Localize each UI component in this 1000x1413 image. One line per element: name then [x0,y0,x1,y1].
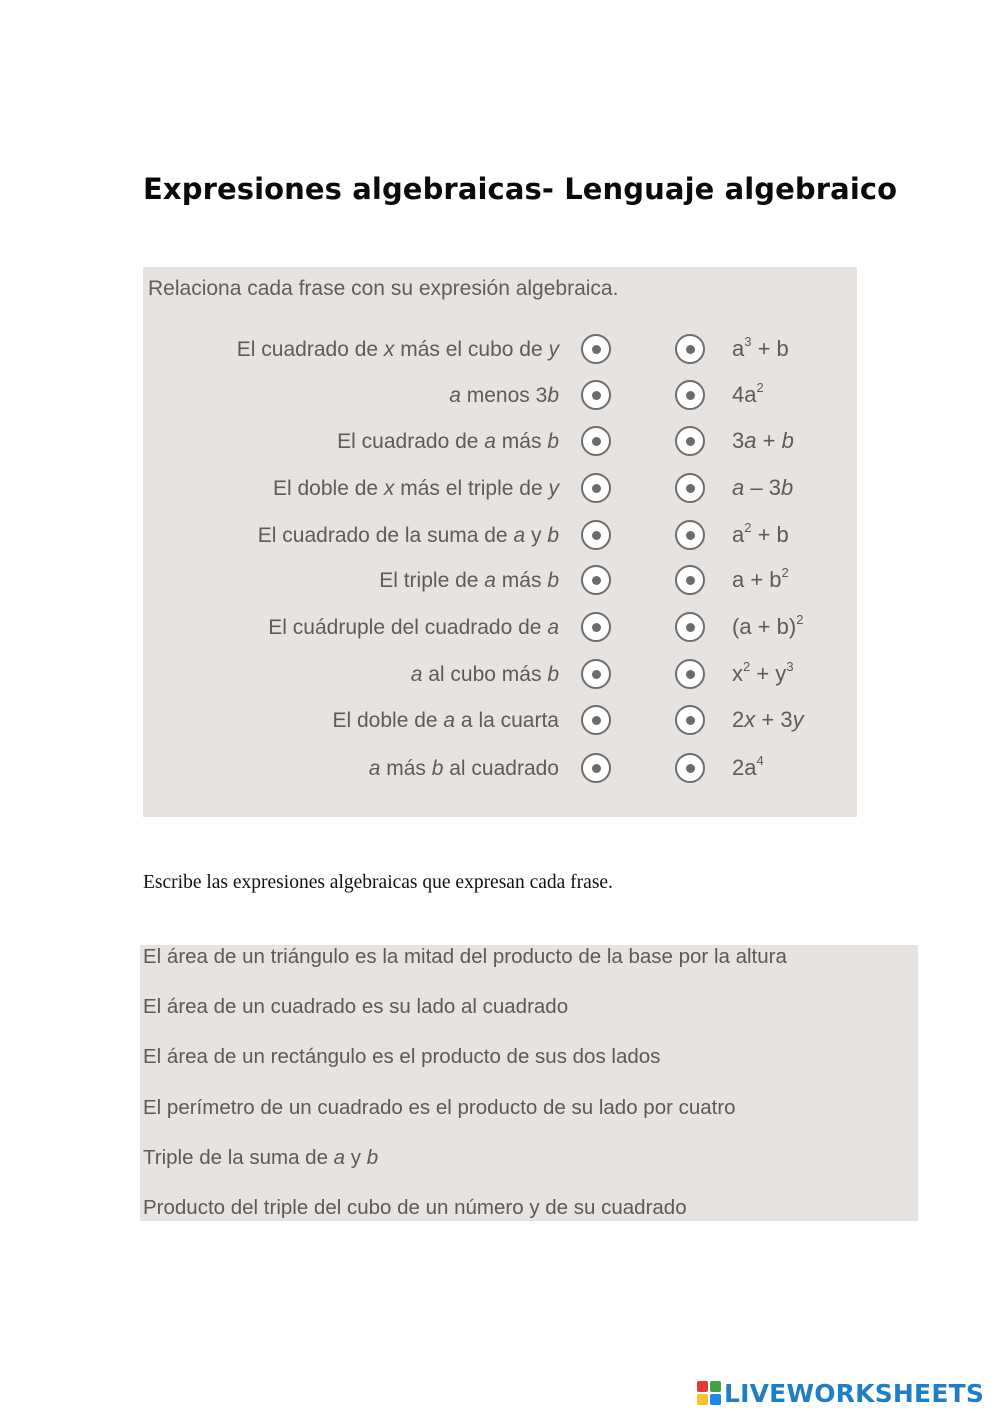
logo-square-blue [710,1394,721,1405]
radio-dot [592,391,601,400]
sentence-item: Triple de la suma de a y b [143,1146,379,1169]
expression-label: $2a^4$ [732,753,764,780]
match-row [143,703,857,743]
expression-label: $a^2 + b$ [732,520,789,547]
match-row [143,657,857,697]
expression-connector-radio[interactable] [675,612,705,642]
match-row [143,751,857,791]
phrase-label: a menos 3b [449,384,559,407]
phrase-connector-radio[interactable] [581,520,611,550]
radio-dot [686,716,695,725]
matching-exercise-panel [143,267,857,817]
page-title: Expresiones algebraicas- Lenguaje algebraico [143,172,898,206]
radio-dot [592,670,601,679]
match-row [143,610,857,650]
expression-label: $(a + b)^2$ [732,612,804,639]
expression-label: $x^2 + y^3$ [732,659,794,686]
expression-connector-radio[interactable] [675,380,705,410]
logo-square-yellow [697,1394,708,1405]
phrase-label: El cuadrado de la suma de a y b [257,524,559,547]
expression-connector-radio[interactable] [675,705,705,735]
phrase-label: a más b al cuadrado [368,757,559,780]
radio-dot [592,764,601,773]
expression-connector-radio[interactable] [675,520,705,550]
match-row [143,518,857,558]
match-row [143,471,857,511]
phrase-label: a al cubo más b [410,663,559,686]
phrase-label: El triple de a más b [379,569,559,592]
radio-dot [592,484,601,493]
liveworksheets-logo [697,1377,984,1409]
phrase-label: El cuádruple del cuadrado de a [268,616,559,639]
sentence-item: El perímetro de un cuadrado es el producto de su lado por cuatro [143,1096,736,1119]
sentence-item: Producto del triple del cubo de un número y de su cuadrado [143,1196,687,1219]
phrase-connector-radio[interactable] [581,426,611,456]
phrase-connector-radio[interactable] [581,334,611,364]
sentence-item: El área de un triángulo es la mitad del producto de la base por la altura [143,945,787,968]
phrase-connector-radio[interactable] [581,380,611,410]
expression-connector-radio[interactable] [675,334,705,364]
logo-square-green [710,1381,721,1392]
expression-connector-radio[interactable] [675,473,705,503]
match-row [143,563,857,603]
logo-mark-icon [697,1381,721,1405]
phrase-connector-radio[interactable] [581,612,611,642]
match-row [143,332,857,372]
write-exercise-panel[interactable] [140,945,918,1221]
expression-label: a – 3b [732,475,794,500]
phrase-label: El doble de x más el triple de y [273,477,559,500]
expression-label: 3a + b [732,428,794,453]
write-instruction: Escribe las expresiones algebraicas que expresan cada frase. [143,872,613,893]
radio-dot [592,345,601,354]
phrase-label: El cuadrado de a más b [337,430,559,453]
matching-instruction: Relaciona cada frase con su expresión algebraica. [148,277,619,300]
phrase-connector-radio[interactable] [581,753,611,783]
expression-connector-radio[interactable] [675,659,705,689]
sentence-item: El área de un rectángulo es el producto de sus dos lados [143,1045,661,1068]
match-row [143,378,857,418]
radio-dot [592,576,601,585]
radio-dot [686,623,695,632]
expression-label: $a^3 + b$ [732,334,789,361]
phrase-label: El doble de a a la cuarta [332,709,559,732]
radio-dot [592,716,601,725]
radio-dot [592,623,601,632]
phrase-connector-radio[interactable] [581,705,611,735]
radio-dot [686,345,695,354]
expression-label: $a + b^2$ [732,565,789,592]
radio-dot [686,437,695,446]
logo-square-red [697,1381,708,1392]
phrase-connector-radio[interactable] [581,659,611,689]
radio-dot [686,764,695,773]
expression-label: $4a^2$ [732,380,764,407]
phrase-connector-radio[interactable] [581,473,611,503]
expression-connector-radio[interactable] [675,753,705,783]
sentence-item: El área de un cuadrado es su lado al cuadrado [143,995,569,1018]
expression-connector-radio[interactable] [675,426,705,456]
radio-dot [686,391,695,400]
logo-text: LIVEWORKSHEETS [724,1378,985,1408]
radio-dot [592,437,601,446]
expression-label: 2x + 3y [732,707,804,732]
radio-dot [686,576,695,585]
radio-dot [686,670,695,679]
radio-dot [686,484,695,493]
phrase-connector-radio[interactable] [581,565,611,595]
expression-connector-radio[interactable] [675,565,705,595]
radio-dot [686,531,695,540]
radio-dot [592,531,601,540]
match-row [143,424,857,464]
phrase-label: El cuadrado de x más el cubo de y [236,338,559,361]
